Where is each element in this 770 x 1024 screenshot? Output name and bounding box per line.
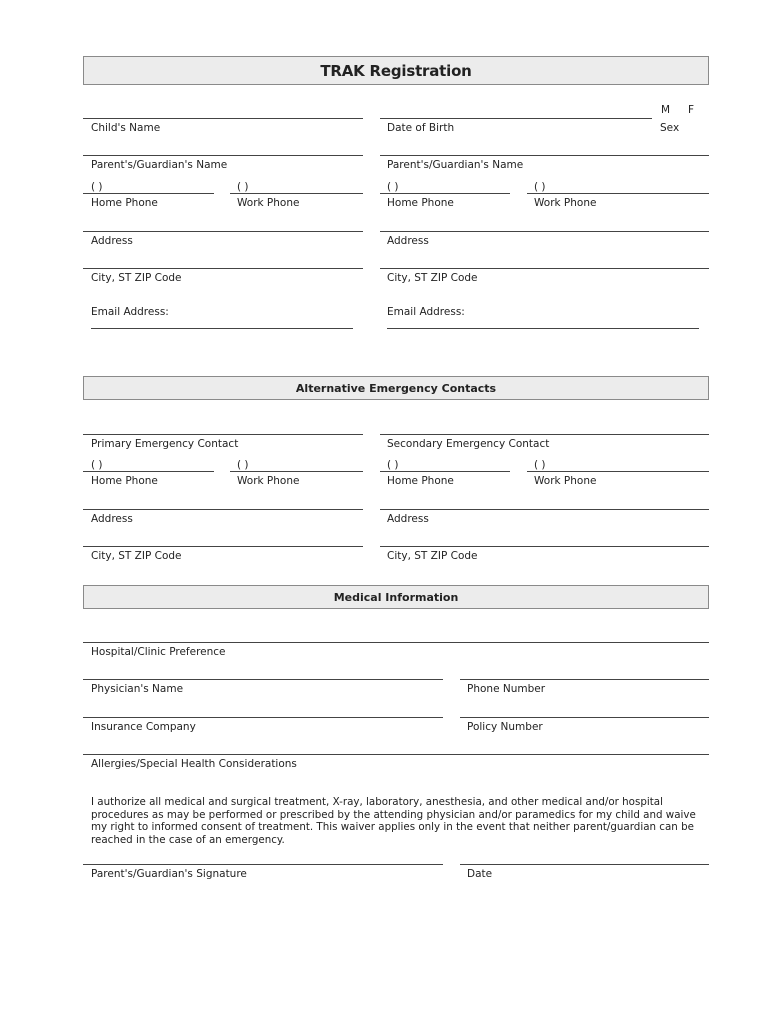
em-work-phone-1-area-code: ( ): [237, 459, 249, 471]
work-phone-1-area-code: ( ): [237, 181, 249, 193]
primary-contact-field[interactable]: [83, 434, 363, 435]
allergies-field[interactable]: [83, 754, 709, 755]
em-home-phone-1-label: Home Phone: [91, 475, 158, 487]
em-address-1-field[interactable]: [83, 509, 363, 510]
work-phone-2-area-code: ( ): [534, 181, 546, 193]
medical-section-title: Medical Information: [333, 590, 459, 604]
signature-date-label: Date: [467, 868, 493, 880]
em-work-phone-1-label: Work Phone: [237, 475, 300, 487]
emergency-section-header: [83, 376, 709, 400]
sex-option-f[interactable]: F: [688, 104, 695, 116]
medical-section-header: [83, 585, 709, 609]
em-home-phone-2-area-code: ( ): [387, 459, 399, 471]
physician-field[interactable]: [83, 679, 443, 680]
em-work-phone-2-label: Work Phone: [534, 475, 597, 487]
address-2-label: Address: [387, 235, 429, 247]
policy-label: Policy Number: [467, 721, 543, 733]
email-1-label: Email Address:: [91, 306, 169, 318]
email-1-field[interactable]: [91, 328, 353, 329]
signature-field[interactable]: [83, 864, 443, 865]
authorization-paragraph: I authorize all medical and surgical treatment, X-ray, laboratory, anesthesia, and other medical and/or hospital procedures as may be performed or prescribed by the attending physician and/or paramedics for my child and waive my right to informed consent of treatment. This waiver applies only in the event that neither parent/guardian can be reached in the case of an emergency.: [91, 796, 696, 846]
sex-label: Sex: [660, 122, 680, 134]
work-phone-2-field[interactable]: [527, 193, 709, 194]
em-city-1-field[interactable]: [83, 546, 363, 547]
em-city-2-field[interactable]: [380, 546, 709, 547]
insurance-label: Insurance Company: [91, 721, 196, 733]
date-of-birth-field[interactable]: [380, 118, 652, 119]
phone-number-label: Phone Number: [467, 683, 546, 695]
hospital-label: Hospital/Clinic Preference: [91, 646, 226, 658]
home-phone-1-label: Home Phone: [91, 197, 158, 209]
em-work-phone-2-field[interactable]: [527, 471, 709, 472]
em-address-2-label: Address: [387, 513, 429, 525]
address-2-field[interactable]: [380, 231, 709, 232]
em-address-2-field[interactable]: [380, 509, 709, 510]
secondary-contact-field[interactable]: [380, 434, 709, 435]
guardian-name-2-label: Parent's/Guardian's Name: [387, 159, 524, 171]
work-phone-1-field[interactable]: [230, 193, 363, 194]
phone-number-field[interactable]: [460, 679, 709, 680]
guardian-name-1-label: Parent's/Guardian's Name: [91, 159, 228, 171]
em-address-1-label: Address: [91, 513, 133, 525]
home-phone-2-label: Home Phone: [387, 197, 454, 209]
primary-contact-label: Primary Emergency Contact: [91, 438, 239, 450]
emergency-section-title: Alternative Emergency Contacts: [295, 381, 497, 395]
work-phone-1-label: Work Phone: [237, 197, 300, 209]
policy-field[interactable]: [460, 717, 709, 718]
home-phone-1-area-code: ( ): [91, 181, 103, 193]
city-1-field[interactable]: [83, 268, 363, 269]
city-2-label: City, ST ZIP Code: [387, 272, 478, 284]
child-name-label: Child's Name: [91, 122, 161, 134]
physician-label: Physician's Name: [91, 683, 184, 695]
em-home-phone-2-label: Home Phone: [387, 475, 454, 487]
insurance-field[interactable]: [83, 717, 443, 718]
city-1-label: City, ST ZIP Code: [91, 272, 182, 284]
em-city-2-label: City, ST ZIP Code: [387, 550, 478, 562]
address-1-field[interactable]: [83, 231, 363, 232]
home-phone-1-field[interactable]: [83, 193, 214, 194]
em-work-phone-1-field[interactable]: [230, 471, 363, 472]
hospital-field[interactable]: [83, 642, 709, 643]
email-2-field[interactable]: [387, 328, 699, 329]
secondary-contact-label: Secondary Emergency Contact: [387, 438, 550, 450]
home-phone-2-field[interactable]: [380, 193, 510, 194]
em-home-phone-2-field[interactable]: [380, 471, 510, 472]
home-phone-2-area-code: ( ): [387, 181, 399, 193]
em-work-phone-2-area-code: ( ): [534, 459, 546, 471]
form-title-box: [83, 56, 709, 85]
em-home-phone-1-area-code: ( ): [91, 459, 103, 471]
signature-label: Parent's/Guardian's Signature: [91, 868, 247, 880]
guardian-name-2-field[interactable]: [380, 155, 709, 156]
guardian-name-1-field[interactable]: [83, 155, 363, 156]
city-2-field[interactable]: [380, 268, 709, 269]
signature-date-field[interactable]: [460, 864, 709, 865]
work-phone-2-label: Work Phone: [534, 197, 597, 209]
sex-option-m[interactable]: M: [661, 104, 671, 116]
child-name-field[interactable]: [83, 118, 363, 119]
email-2-label: Email Address:: [387, 306, 465, 318]
form-title: TRAK Registration: [320, 61, 472, 80]
em-city-1-label: City, ST ZIP Code: [91, 550, 182, 562]
allergies-label: Allergies/Special Health Considerations: [91, 758, 297, 770]
em-home-phone-1-field[interactable]: [83, 471, 214, 472]
address-1-label: Address: [91, 235, 133, 247]
date-of-birth-label: Date of Birth: [387, 122, 455, 134]
